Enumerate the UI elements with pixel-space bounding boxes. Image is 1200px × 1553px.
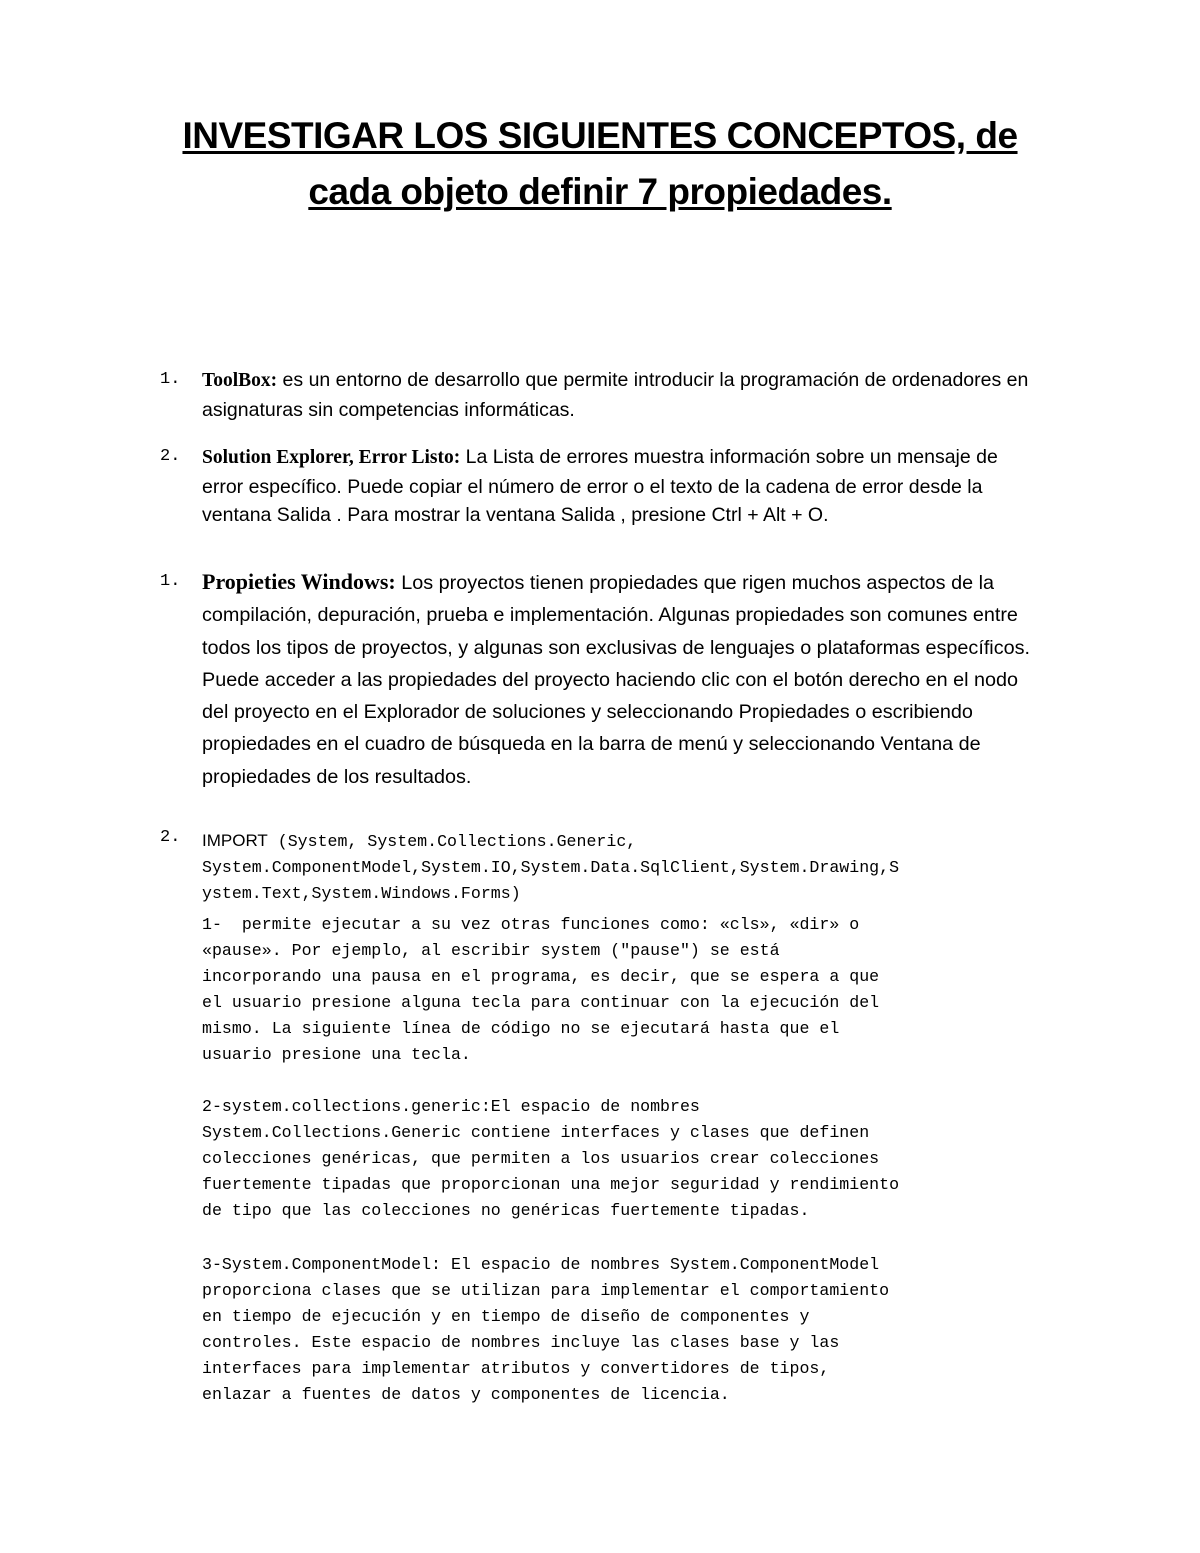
definition-properties-windows: Los proyectos tienen propiedades que rigen muchos aspectos de la compilación, depuración, prueba e implementación. Algunas propiedades son comunes entre todos los tipos de proyectos, y algunas son exclusivas de lenguajes o plataformas específicos. Puede acceder a las propiedades del proyecto haciendo clic con el botón derecho en el nodo del proyecto en el Explorador de soluciones y seleccionando Propiedades o escribiendo propiedades en el cuadro de búsqueda en la barra de menú y seleccionando Ventana de propiedades de los resultados. bbox=[202, 572, 1030, 788]
list-number: 1. bbox=[160, 370, 181, 389]
title-line-1: INVESTIGAR LOS SIGUIENTES CONCEPTOS, de bbox=[182, 115, 1018, 156]
list-number: 2. bbox=[160, 447, 181, 466]
paragraph-system: 1- permite ejecutar a su vez otras funciones como: «cls», «dir» o «pause». Por ejemplo, al escribir system ("pause") se está incorporando una pausa en el programa, es decir, que se espera a que el usuario presione alguna tecla para continuar con la ejecución del mismo. La siguiente línea de código no se ejecutará hasta que el usuario presione una tecla. bbox=[202, 915, 880, 1064]
list-number: 1. bbox=[160, 572, 181, 591]
definition-solution-explorer: La Lista de errores muestra información sobre un mensaje de error específico. Puede copiar el número de error o el texto de la cadena de error desde la ventana Salida . Para mostrar la ventana Salida , presione Ctrl + Alt + O. bbox=[202, 446, 998, 526]
import-keyword: IMPORT bbox=[202, 831, 268, 850]
term-properties-windows: Propieties Windows: bbox=[202, 569, 396, 594]
term-solution-explorer: Solution Explorer, Error Listo: bbox=[202, 447, 461, 468]
import-code-line-2: System.ComponentModel,System.IO,System.Data.SqlClient,System.Drawing,S bbox=[202, 858, 900, 877]
page-title bbox=[150, 108, 1050, 220]
import-code-line-1: (System, System.Collections.Generic, bbox=[267, 832, 637, 851]
import-code-block bbox=[202, 828, 1042, 907]
definition-toolbox: es un entorno de desarrollo que permite introducir la programación de ordenadores en asignaturas sin competencias informáticas. bbox=[202, 369, 1029, 421]
term-toolbox: ToolBox: bbox=[202, 370, 278, 391]
paragraph-collections-generic: 2-system.collections.generic:El espacio de nombres System.Collections.Generic contiene interfaces y clases que definen colecciones genéricas, que permiten a los usuarios crear colecciones fuertemente tipadas que proporcionan una mejor seguridad y rendimiento de tipo que las colecciones no genéricas fuertemente tipadas. bbox=[202, 1097, 900, 1220]
list-item-text bbox=[202, 443, 1032, 530]
title-line-2: cada objeto definir 7 propiedades. bbox=[308, 171, 892, 212]
paragraph-component-model: 3-System.ComponentModel: El espacio de nombres System.ComponentModel proporciona clases que se utilizan para implementar el comportamiento en tiempo de ejecución y en tiempo de diseño de componentes y controles. Este espacio de nombres incluye las clases base y las interfaces para implementar atributos y convertidores de tipos, enlazar a fuentes de datos y componentes de licencia. bbox=[202, 1255, 890, 1404]
list-number: 2. bbox=[160, 828, 181, 847]
import-code-line-3: ystem.Text,System.Windows.Forms) bbox=[202, 884, 521, 903]
list-item-text bbox=[202, 366, 1032, 424]
list-item-text bbox=[202, 566, 1032, 793]
